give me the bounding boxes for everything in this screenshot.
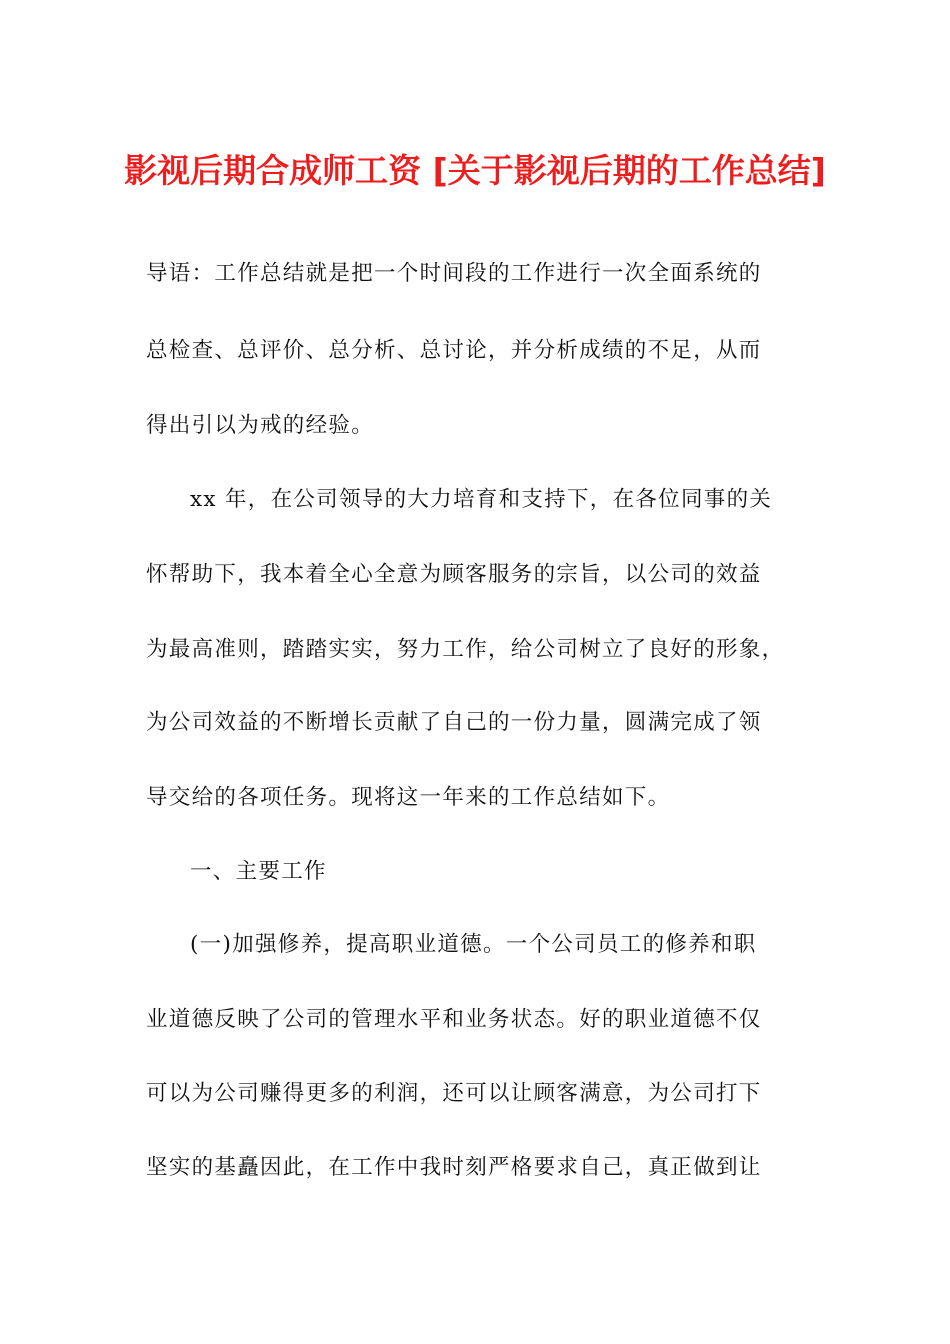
paragraph-line-1: 导语：工作总结就是把一个时间段的工作进行一次全面系统的	[146, 261, 762, 286]
paragraph-line-5: 怀帮助下，我本着全心全意为顾客服务的宗旨，以公司的效益	[146, 562, 762, 587]
paragraph-line-12: 可以为公司赚得更多的利润，还可以让顾客满意，为公司打下	[146, 1081, 762, 1106]
paragraph-line-2: 总检查、总评价、总分析、总讨论，并分析成绩的不足，从而	[146, 338, 762, 363]
paragraph-line-7: 为公司效益的不断增长贡献了自己的一份力量，圆满完成了领	[146, 710, 762, 735]
paragraph-line-8: 导交给的各项任务。现将这一年来的工作总结如下。	[146, 785, 671, 810]
paragraph-line-11: 业道德反映了公司的管理水平和业务状态。好的职业道德不仅	[146, 1007, 762, 1032]
section-heading: 一、主要工作	[190, 859, 327, 884]
paragraph-line-13: 坚实的基矗因此，在工作中我时刻严格要求自己，真正做到让	[146, 1155, 762, 1180]
paragraph-line-10: (一)加强修养，提高职业道德。一个公司员工的修养和职	[190, 932, 757, 957]
paragraph-line-4: xx 年，在公司领导的大力培育和支持下，在各位同事的关	[190, 487, 773, 512]
paragraph-line-3: 得出引以为戒的经验。	[146, 413, 375, 438]
document-title: 影视后期合成师工资 [关于影视后期的工作总结]	[124, 151, 826, 190]
paragraph-line-6: 为最高准则，踏踏实实，努力工作，给公司树立了良好的形象，	[146, 637, 785, 662]
